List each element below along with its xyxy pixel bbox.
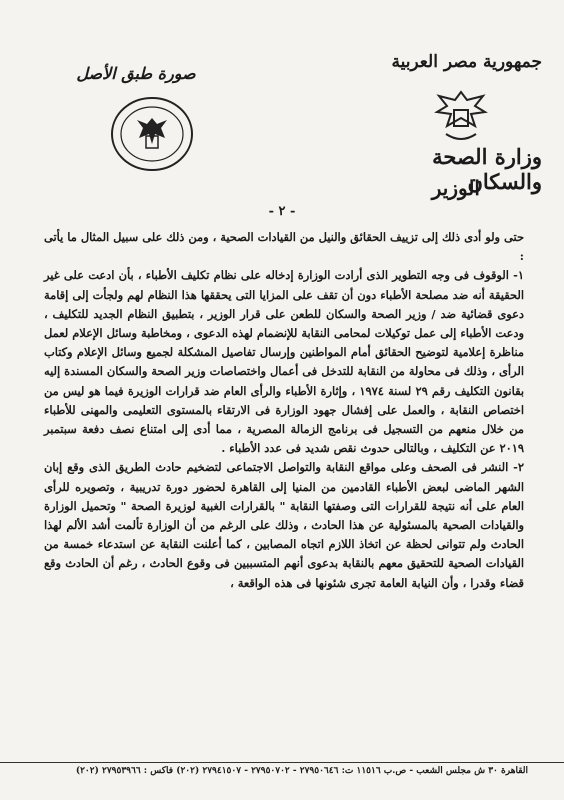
letterhead-country: جمهورية مصر العربية (391, 52, 542, 72)
letterhead-office: الوزير (431, 176, 480, 200)
point-2-paragraph: ٢- النشر فى الصحف وعلى مواقع النقابة والتواصل الاجتماعى لتضخيم حادث الطريق الذى وقع إبان الشهر الماضى لبعض الأطباء القادمين من المنيا إلى القاهرة لحضور دورة تدريبية ، وتصويره للرأى العام على أنه نتيجة للقرارات التى وصفتها النقابة " بالقرارات الغبية لوزيرة الصحة " وتحميل الوزارة والقيادات الصحية بالمسئولية عن هذا الحادث ، وذلك على الرغم من أن الوزارة تألمت أشد الألم لهذا الحادث ولم تتوانى لحظة عن اتخاذ اللازم اتجاه المصابين ، كما أعلنت النقابة عن استدعاء خمسة من القيادات الصحية للتحقيق معهم بالنقابة بدعوى أنهم المتسببين فى وقوع الحادث ، رغم أن الحادث وقع قضاء وقدرا ، وأن النيابة العامة تجرى شئونها فى هذه الواقعة ، (44, 460, 524, 590)
letterhead-ministry: وزارة الصحة والسكان (432, 144, 542, 194)
point-1-paragraph: ١- الوقوف فى وجه التطوير الذى أرادت الوزارة إدخاله على نظام تكليف الأطباء ، بأن ادعت على غير الحقيقة أنه ضد مصلحة الأطباء دون أن تقف على المزايا التى يحققها هذا النظام لهم ولجأت إلى إقامة دعوى قضائية ضد / وزير الصحة والسكان للطعن على قرار الوزير ، بتطبيق النظام الجديد للتكليف ، ودعت الأطباء إلى عمل توكيلات لمحامى النقابة للإنضمام لهذه الدعوى ، ومخاطبة وسائل الإعلام لعمل مناظرة إعلامية لتوضيح الحقائق أمام المواطنين وإرسال تفاصيل المشكلة لجميع وسائل الإعلام وكتاب الرأى ، وذلك فى محاولة من النقابة للتدخل فى أعمال واختصاصات وزير الصحة والسكان المسندة إليه بقانون التكليف رقم ٢٩ لسنة ١٩٧٤ ، وإثارة الأطباء والرأى العام ضد قرارات الوزيرة فيما هو ليس من اختصاص النقابة ، والعمل على إفشال جهود الوزارة فى الارتقاء بالمستوى التعليمى والمهنى للأطباء من خلال منعهم من التسجيل فى برنامج الزمالة المصرية ، مما أدى إلى امتناع نصف دفعة سبتمبر ٢٠١٩ عن التكليف ، وبالتالى حدوث نقص شديد فى عدد الأطباء . (44, 268, 525, 456)
page-number: - ٢ - (268, 204, 296, 219)
eagle-emblem-icon (426, 86, 496, 148)
footer-text: القاهرة ٣٠ ش مجلس الشعب - ص.ب ١١٥١٦ ت: ٢٧٩٥٠٦٤٦ - ٢٧٩٥٠٧٠٢ - ٢٧٩٤١٥٠٧ (٢٠٢) فاكس : ٢٧٩٥٣٩٦٦ (٢٠٢) (75, 766, 528, 776)
letterhead (352, 52, 542, 200)
certified-copy-stamp (76, 64, 196, 83)
ministry-seal-icon (104, 94, 200, 174)
footer-contact (0, 762, 564, 776)
letter-body (44, 228, 524, 593)
intro-paragraph: حتى ولو أدى ذلك إلى تزييف الحقائق والنيل من القيادات الصحية ، ومن ذلك على سبيل المثال ما يأتى : (44, 230, 524, 264)
copy-note: صورة طبق الأصل (76, 64, 196, 83)
